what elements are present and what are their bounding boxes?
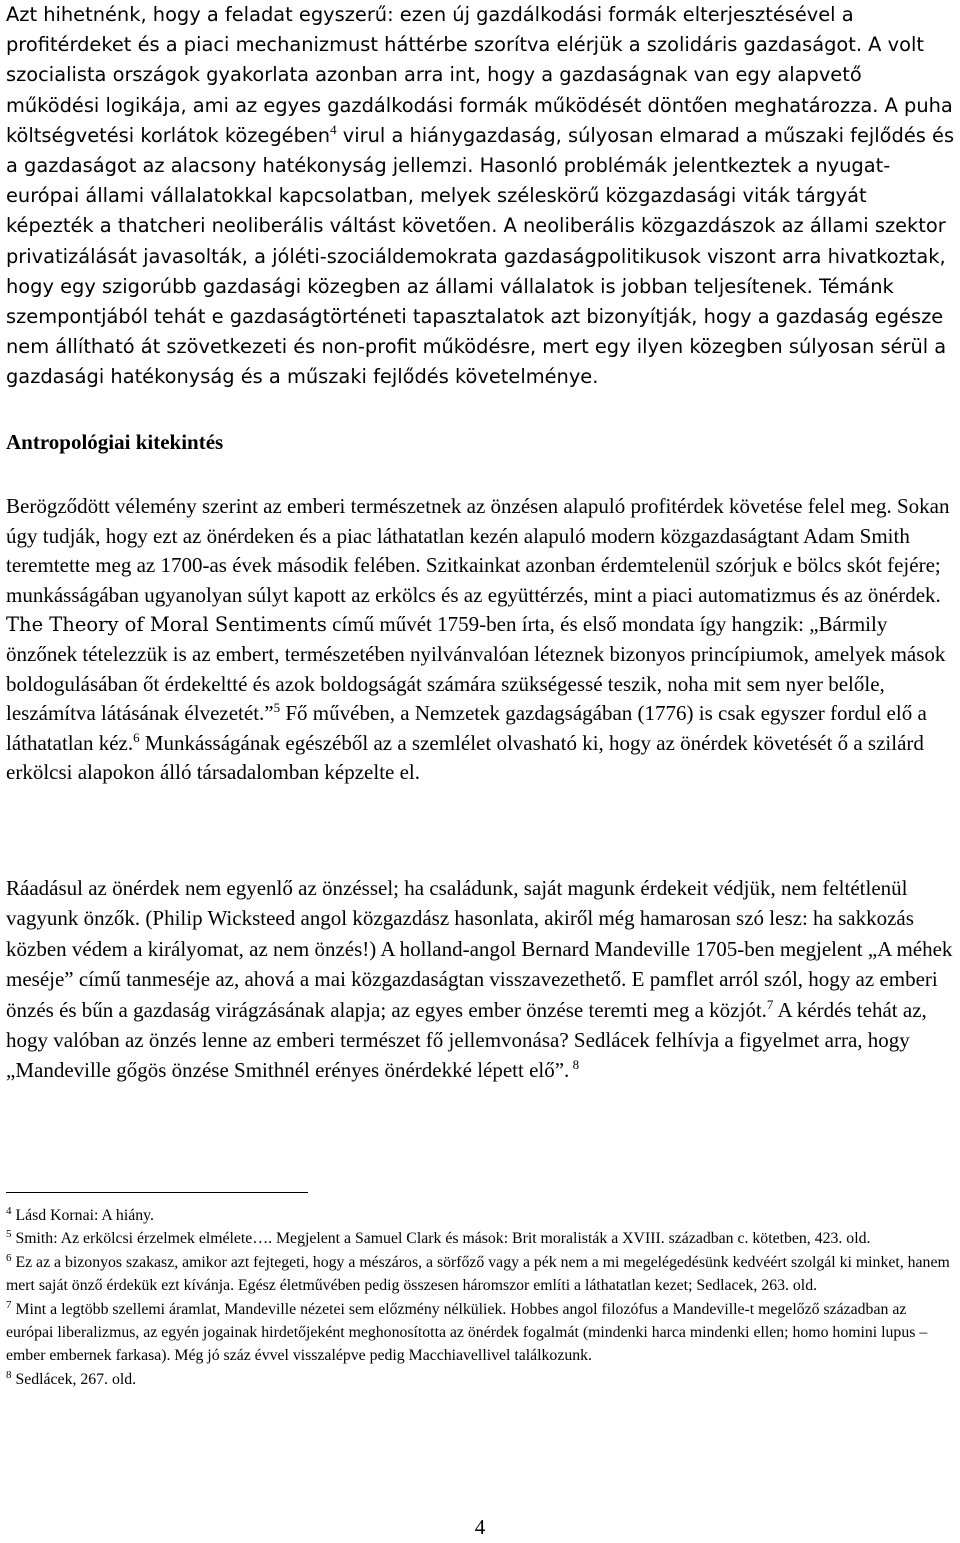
- paragraph-3-text-a: Ráadásul az önérdek nem egyenlő az önzéssel; ha családunk, saját magunk érdekeit védjük, nem feltétlenül vagyunk önzők. (Philip Wicksteed angol közgazdász hasonlata, akiről még hamarosan szó lesz: ha sakkozás közben védem a királyomat, az nem önzés!) A holland-angol Bernard Mandeville 1705-ben megjelent „A méhek meséje” című tanmeséje az, ahová a mai közgazdaságtan visszavezethető. E pamflet arról szól, hogy az emberi önzés és bűn a gazdaság virágzásának alapja; az egyes ember önzése teremti meg a közjót.: [6, 876, 953, 1022]
- footnote-number: 7: [6, 1298, 12, 1311]
- footnote-ref-5: 5: [273, 700, 281, 716]
- paragraph-3: [6, 873, 956, 1086]
- footnote-number: 8: [6, 1368, 12, 1381]
- footnote-item: [6, 1204, 956, 1227]
- footnote-text: Mint a legtöbb szellemi áramlat, Mandeville nézetei sem előzmény nélküliek. Hobbes angol filozófus a Mandeville-t megelőző században az európai liberalizmus, az egyén jogainak hirdetőjeként meghonosította az önérdek fogalmát (mindenki harca mindenki ellen; homo homini lupus – ember embernek farkasa). Még jó száz évvel visszalépve pedig Macchiavellivel találkozunk.: [6, 1300, 928, 1365]
- footnote-item: [6, 1368, 956, 1391]
- paragraph-2-text-d: Fő művében, a Nemzetek gazdagságában (1776) is csak egyszer fordul elő a láthatatlan kéz.: [6, 701, 927, 755]
- section-heading: Antropológiai kitekintés: [6, 430, 224, 454]
- footnotes: [6, 1204, 956, 1391]
- footnote-text: Ez az a bizonyos szakasz, amikor azt fejtegeti, hogy a mészáros, a sörfőző vagy a pék nem a mi megelégedésünk kedvéért szolgál ki minket, hanem mert saját önző érdekük ezt kívánja. Egész életművében pedig összesen háromszor említi a láthatatlan kezet; Sedlacek, 263. old.: [6, 1253, 950, 1295]
- footnote-number: 5: [6, 1228, 12, 1241]
- paragraph-2-text-c: című művét 1759-ben írta, és első mondata így hangzik: „Bármily önzőnek tételezzük is az embert, természetében nyilvánvalóan léteznek bizonyos princípiumok, amelyek mások boldogulásában őt érdekeltté és azok boldogságát számára szükségessé teszik, noha mit sem nyer belőle, leszámítva látásának élvezetét.”: [6, 612, 946, 726]
- paragraph-1-text-a: Azt hihetnénk, hogy a feladat egyszerű: ezen új gazdálkodási formák elterjesztésével a profitérdeket és a piaci mechanizmust háttérbe szorítva elérjük a szolidáris gazdaságot. A volt szocialista országok gyakorlata azonban arra int, hogy a gazdaságnak van egy alapvető működési logikája, ami az egyes gazdálkodási formák működését döntően meghatározza. A puha költségvetési korlátok közegében: [6, 3, 953, 147]
- paragraph-2: [6, 492, 956, 788]
- footnote-ref-7: 7: [766, 996, 774, 1012]
- footnote-text: Smith: Az erkölcsi érzelmek elmélete…. Megjelent a Samuel Clark és mások: Brit moralisták a XVIII. században c. kötetben, 423. old.: [11, 1230, 871, 1248]
- footnote-ref-4: 4: [330, 121, 337, 137]
- footnote-text: Sedlácek, 267. old.: [11, 1370, 137, 1388]
- footnote-ref-6: 6: [133, 729, 140, 745]
- footnote-number: 4: [6, 1205, 12, 1217]
- footnote-separator: [6, 1192, 308, 1193]
- footnote-item: [6, 1298, 956, 1368]
- footnote-text: Lásd Kornai: A hiány.: [11, 1207, 154, 1224]
- book-title: The Theory of Moral Sentiments: [6, 613, 327, 637]
- paragraph-2-text-e: Munkásságának egészéből az a szemlélet olvasható ki, hogy az önérdek követését ő a szilárd erkölcsi alapokon álló társadalomban képzelte el.: [6, 730, 924, 785]
- paragraph-3-text-b: A kérdés tehát az, hogy valóban az önzés lenne az emberi természet fő jellemvonása? Sedlácek felhívja a figyelmet arra, hogy „Mandeville gőgös önzése Smithnél erényes önérdekké lépett elő”.: [6, 997, 927, 1083]
- paragraph-2-text-a: Berögződött vélemény szerint az emberi természetnek az önzésen alapuló profitérdek követése felel meg. Sokan úgy tudják, hogy ezt az önérdeken és a piac láthatatlan kezén alapuló modern közgazdaságtant Adam Smith teremtette meg az 1700-as évek második felében. Szitkainkat azonban érdemtelenül szórjuk e bölcs skót fejére; munkásságában ugyanolyan súlyt kapott az erkölcs és az együttérzés, mint a piaci automatizmus és az önérdek.: [6, 494, 950, 607]
- paragraph-1-text-b: virul a hiánygazdaság, súlyosan elmarad a műszaki fejlődés és a gazdaságot az alacsony hatékonyság jellemzi. Hasonló problémák jelentkeztek a nyugat-európai állami vállalatokkal kapcsolatban, melyek széleskörű közgazdasági viták tárgyát képezték a thatcheri neoliberális váltást követően. A neoliberális közgazdászok az állami szektor privatizálását javasolták, a jóléti-szociáldemokrata gazdaságpolitikusok viszont arra hivatkoztak, hogy egy szigorúbb gazdasági közegben az állami vállalatok is jobban teljesítenek. Témánk szempontjából tehát e gazdaságtörténeti tapasztalatok azt bizonyítják, hogy a gazdaság egésze nem állítható át szövetkezeti és non-profit működésre, mert egy ilyen közegben súlyosan sérül a gazdasági hatékonyság és a műszaki fejlődés követelménye.: [6, 123, 955, 389]
- footnote-number: 6: [6, 1251, 12, 1264]
- footnote-item: [6, 1227, 956, 1250]
- paragraph-1: [6, 0, 956, 393]
- footnote-item: [6, 1251, 956, 1298]
- footnote-ref-8: 8: [569, 1057, 580, 1073]
- page-number: 4: [474, 1515, 486, 1539]
